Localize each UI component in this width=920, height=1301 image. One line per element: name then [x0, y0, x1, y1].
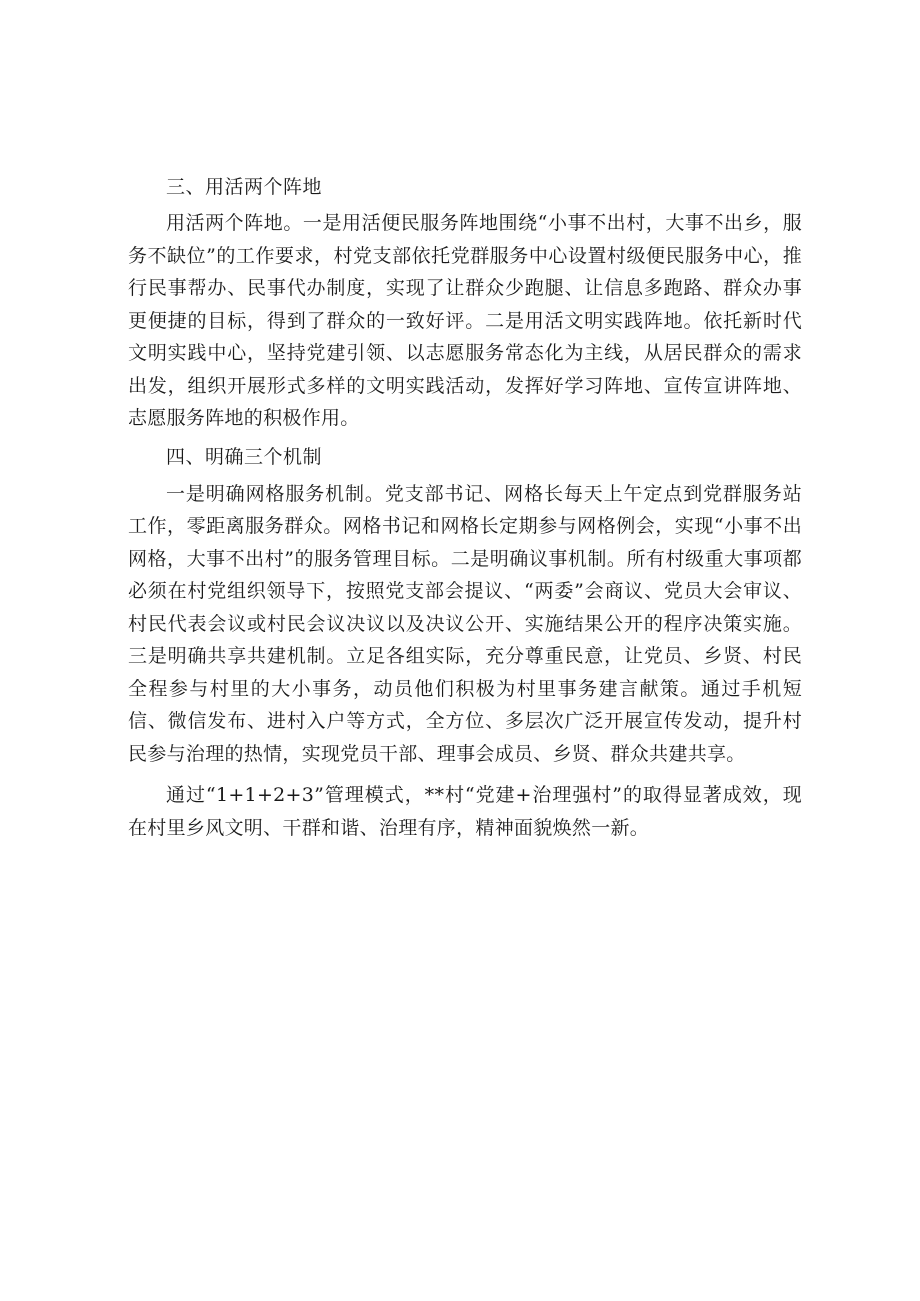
section-heading-four: 四、明确三个机制 [166, 445, 323, 468]
section-paragraph-three: 用活两个阵地。一是用活便民服务阵地围绕“小事不出村，大事不出乡，服务不缺位”的工作要求，村党支部依托党群服务中心设置村级便民服务中心，推行民事帮办、民事代办制度，实现了让群众少跑腿、让信息多跑路、群众办事更便捷的目标，得到了群众的一致好评。二是用活文明实践阵地。依托新时代文明实践中心，坚持党建引领、以志愿服务常态化为主线，从居民群众的需求出发，组织开展形式多样的文明实践活动，发挥好学习阵地、宣传宣讲阵地、志愿服务阵地的积极作用。 [128, 212, 802, 429]
section-paragraph-four: 一是明确网格服务机制。党支部书记、网格长每天上午定点到党群服务站工作，零距离服务群众。网格书记和网格长定期参与网格例会，实现“小事不出网格，大事不出村”的服务管理目标。二是明确议事机制。所有村级重大事项都必须在村党组织领导下，按照党支部会提议、“两委”会商议、党员大会审议、村民代表会议或村民会议决议以及决议公开、实施结果公开的程序决策实施。三是明确共享共建机制。立足各组实际，充分尊重民意，让党员、乡贤、村民全程参与村里的大小事务，动员他们积极为村里事务建言献策。通过手机短信、微信发布、进村入户等方式，全方位、多层次广泛开展宣传发动，提升村民参与治理的热情，实现党员干部、理事会成员、乡贤、群众共建共享。 [128, 482, 802, 765]
document-body [128, 173, 802, 844]
section-heading-three: 三、用活两个阵地 [166, 176, 323, 198]
conclusion-paragraph: 通过“1+1+2+3”管理模式，**村“党建+治理强村”的取得显著成效，现在村里乡风文明、干群和谐、治理有序，精神面貌焕然一新。 [128, 784, 802, 839]
